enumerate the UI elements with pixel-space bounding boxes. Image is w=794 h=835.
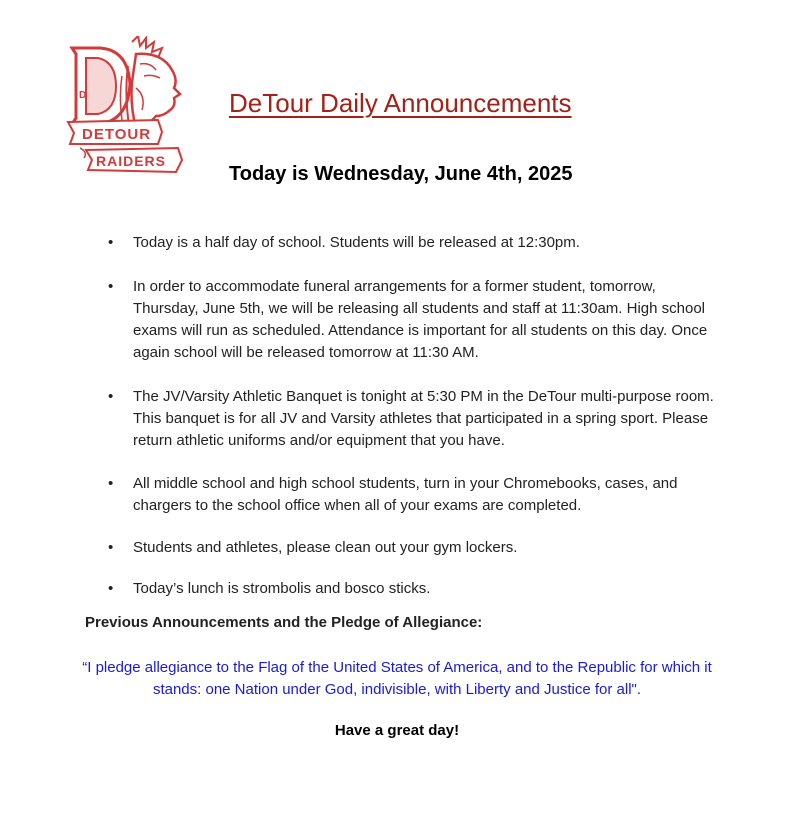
- announcement-item: • The JV/Varsity Athletic Banquet is tonight at 5:30 PM in the DeTour multi-purpose room. This banquet is for all JV and Varsity athletes that participated in a spring sport. Please return athletic uniforms and/or equipment that you have.: [108, 386, 718, 452]
- announcement-item: • In order to accommodate funeral arrangements for a former student, tomorrow, Thursday, June 5th, we will be releasing all students and staff at 11:30am. High school exams will run as scheduled. Attendance is important for all students on this day. Once again school will be released tomorrow at 11:30 AM.: [108, 276, 718, 364]
- announcement-item: • Today is a half day of school. Students will be released at 12:30pm.: [108, 232, 718, 254]
- logo-letter: D: [79, 90, 87, 101]
- closing-text: Have a great day!: [334, 722, 460, 739]
- raiders-logo-icon: [66, 36, 190, 176]
- logo-line-raiders: RAIDERS: [96, 153, 167, 169]
- logo-line-detour: DETOUR: [82, 126, 152, 143]
- detour-raiders-logo: [66, 36, 190, 176]
- announcement-item: • Students and athletes, please clean out your gym lockers.: [108, 537, 718, 559]
- previous-announcements-heading: Previous Announcements and the Pledge of Allegiance:: [85, 614, 483, 631]
- announcement-item: • Today’s lunch is strombolis and bosco sticks.: [108, 578, 718, 600]
- date-heading: Today is Wednesday, June 4th, 2025: [229, 163, 573, 185]
- pledge-text: “I pledge allegiance to the Flag of the United States of America, and to the Republic for which it stands: one Nation under God, indivisible, with Liberty and Justice for all".: [82, 659, 712, 698]
- announcement-list: [108, 232, 718, 600]
- announcement-item: • All middle school and high school students, turn in your Chromebooks, cases, and chargers to the school office when all of your exams are completed.: [108, 473, 718, 517]
- page-title: DeTour Daily Announcements: [229, 88, 572, 118]
